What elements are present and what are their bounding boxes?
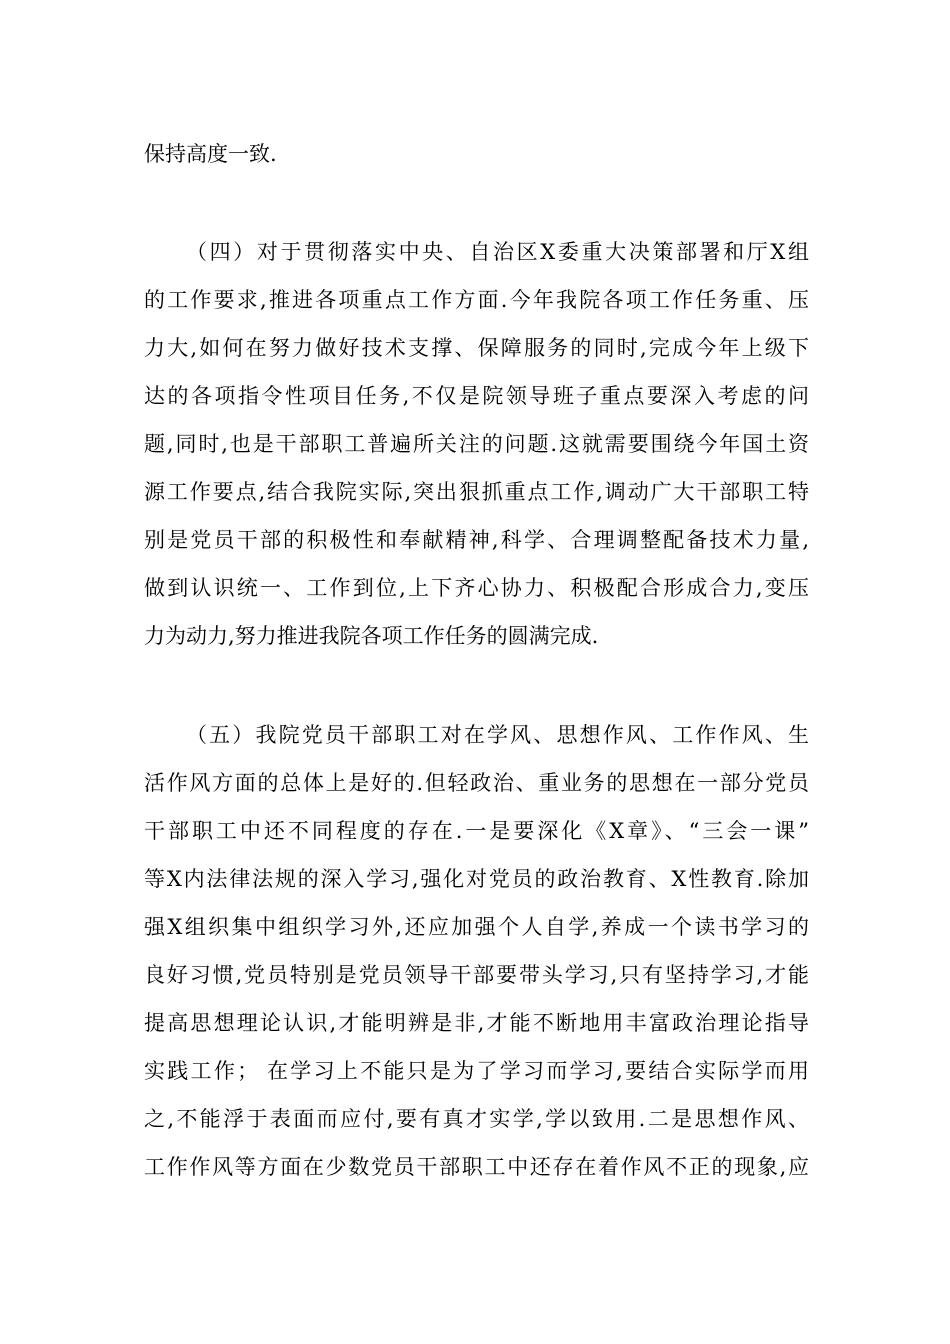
- paragraph-line: 实践工作； 在学习上不能只是为了学习而学习,要结合实际学而用: [144, 1059, 809, 1083]
- paragraph-line: 达的各项指令性项目任务,不仅是院领导班子重点要深入考虑的问: [144, 384, 809, 408]
- paragraph-line: 等X内法律法规的深入学习,强化对党员的政治教育、X性教育.除加: [144, 867, 809, 891]
- paragraph-line: 做到认识统一、工作到位,上下齐心协力、积极配合形成合力,变压: [144, 576, 809, 600]
- paragraph-line: 力为动力,努力推进我院各项工作任务的圆满完成.: [144, 624, 599, 648]
- paragraph-line: （五）我院党员干部职工对在学风、思想作风、工作作风、生: [186, 723, 809, 747]
- paragraph-line: 提高思想理论认识,才能明辨是非,才能不断地用丰富政治理论指导: [144, 1011, 809, 1035]
- paragraph-line: 保持高度一致.: [144, 142, 277, 166]
- paragraph-line: （四）对于贯彻落实中央、自治区X委重大决策部署和厅X组: [186, 240, 809, 264]
- paragraph-line: 良好习惯,党员特别是党员领导干部要带头学习,只有坚持学习,才能: [144, 963, 809, 987]
- paragraph-line: 工作作风等方面在少数党员干部职工中还存在着作风不正的现象,应: [144, 1155, 809, 1179]
- paragraph-line: 干部职工中还不同程度的存在.一是要深化《X章》、“三会一课”: [144, 819, 809, 843]
- paragraph-line: 之,不能浮于表面而应付,要有真才实学,学以致用.二是思想作风、: [144, 1107, 809, 1131]
- paragraph-line: 活作风方面的总体上是好的.但轻政治、重业务的思想在一部分党员: [144, 771, 809, 795]
- paragraph-line: 的工作要求,推进各项重点工作方面.今年我院各项工作任务重、压: [144, 288, 809, 312]
- paragraph-line: 力大,如何在努力做好技术支撑、保障服务的同时,完成今年上级下: [144, 336, 809, 360]
- paragraph-line: 源工作要点,结合我院实际,突出狠抓重点工作,调动广大干部职工特: [144, 480, 809, 504]
- paragraph-line: 别是党员干部的积极性和奉献精神,科学、合理调整配备技术力量,: [144, 528, 809, 552]
- paragraph-line: 题,同时,也是干部职工普遍所关注的问题.这就需要围绕今年国土资: [144, 432, 809, 456]
- paragraph-line: 强X组织集中组织学习外,还应加强个人自学,养成一个读书学习的: [144, 915, 809, 939]
